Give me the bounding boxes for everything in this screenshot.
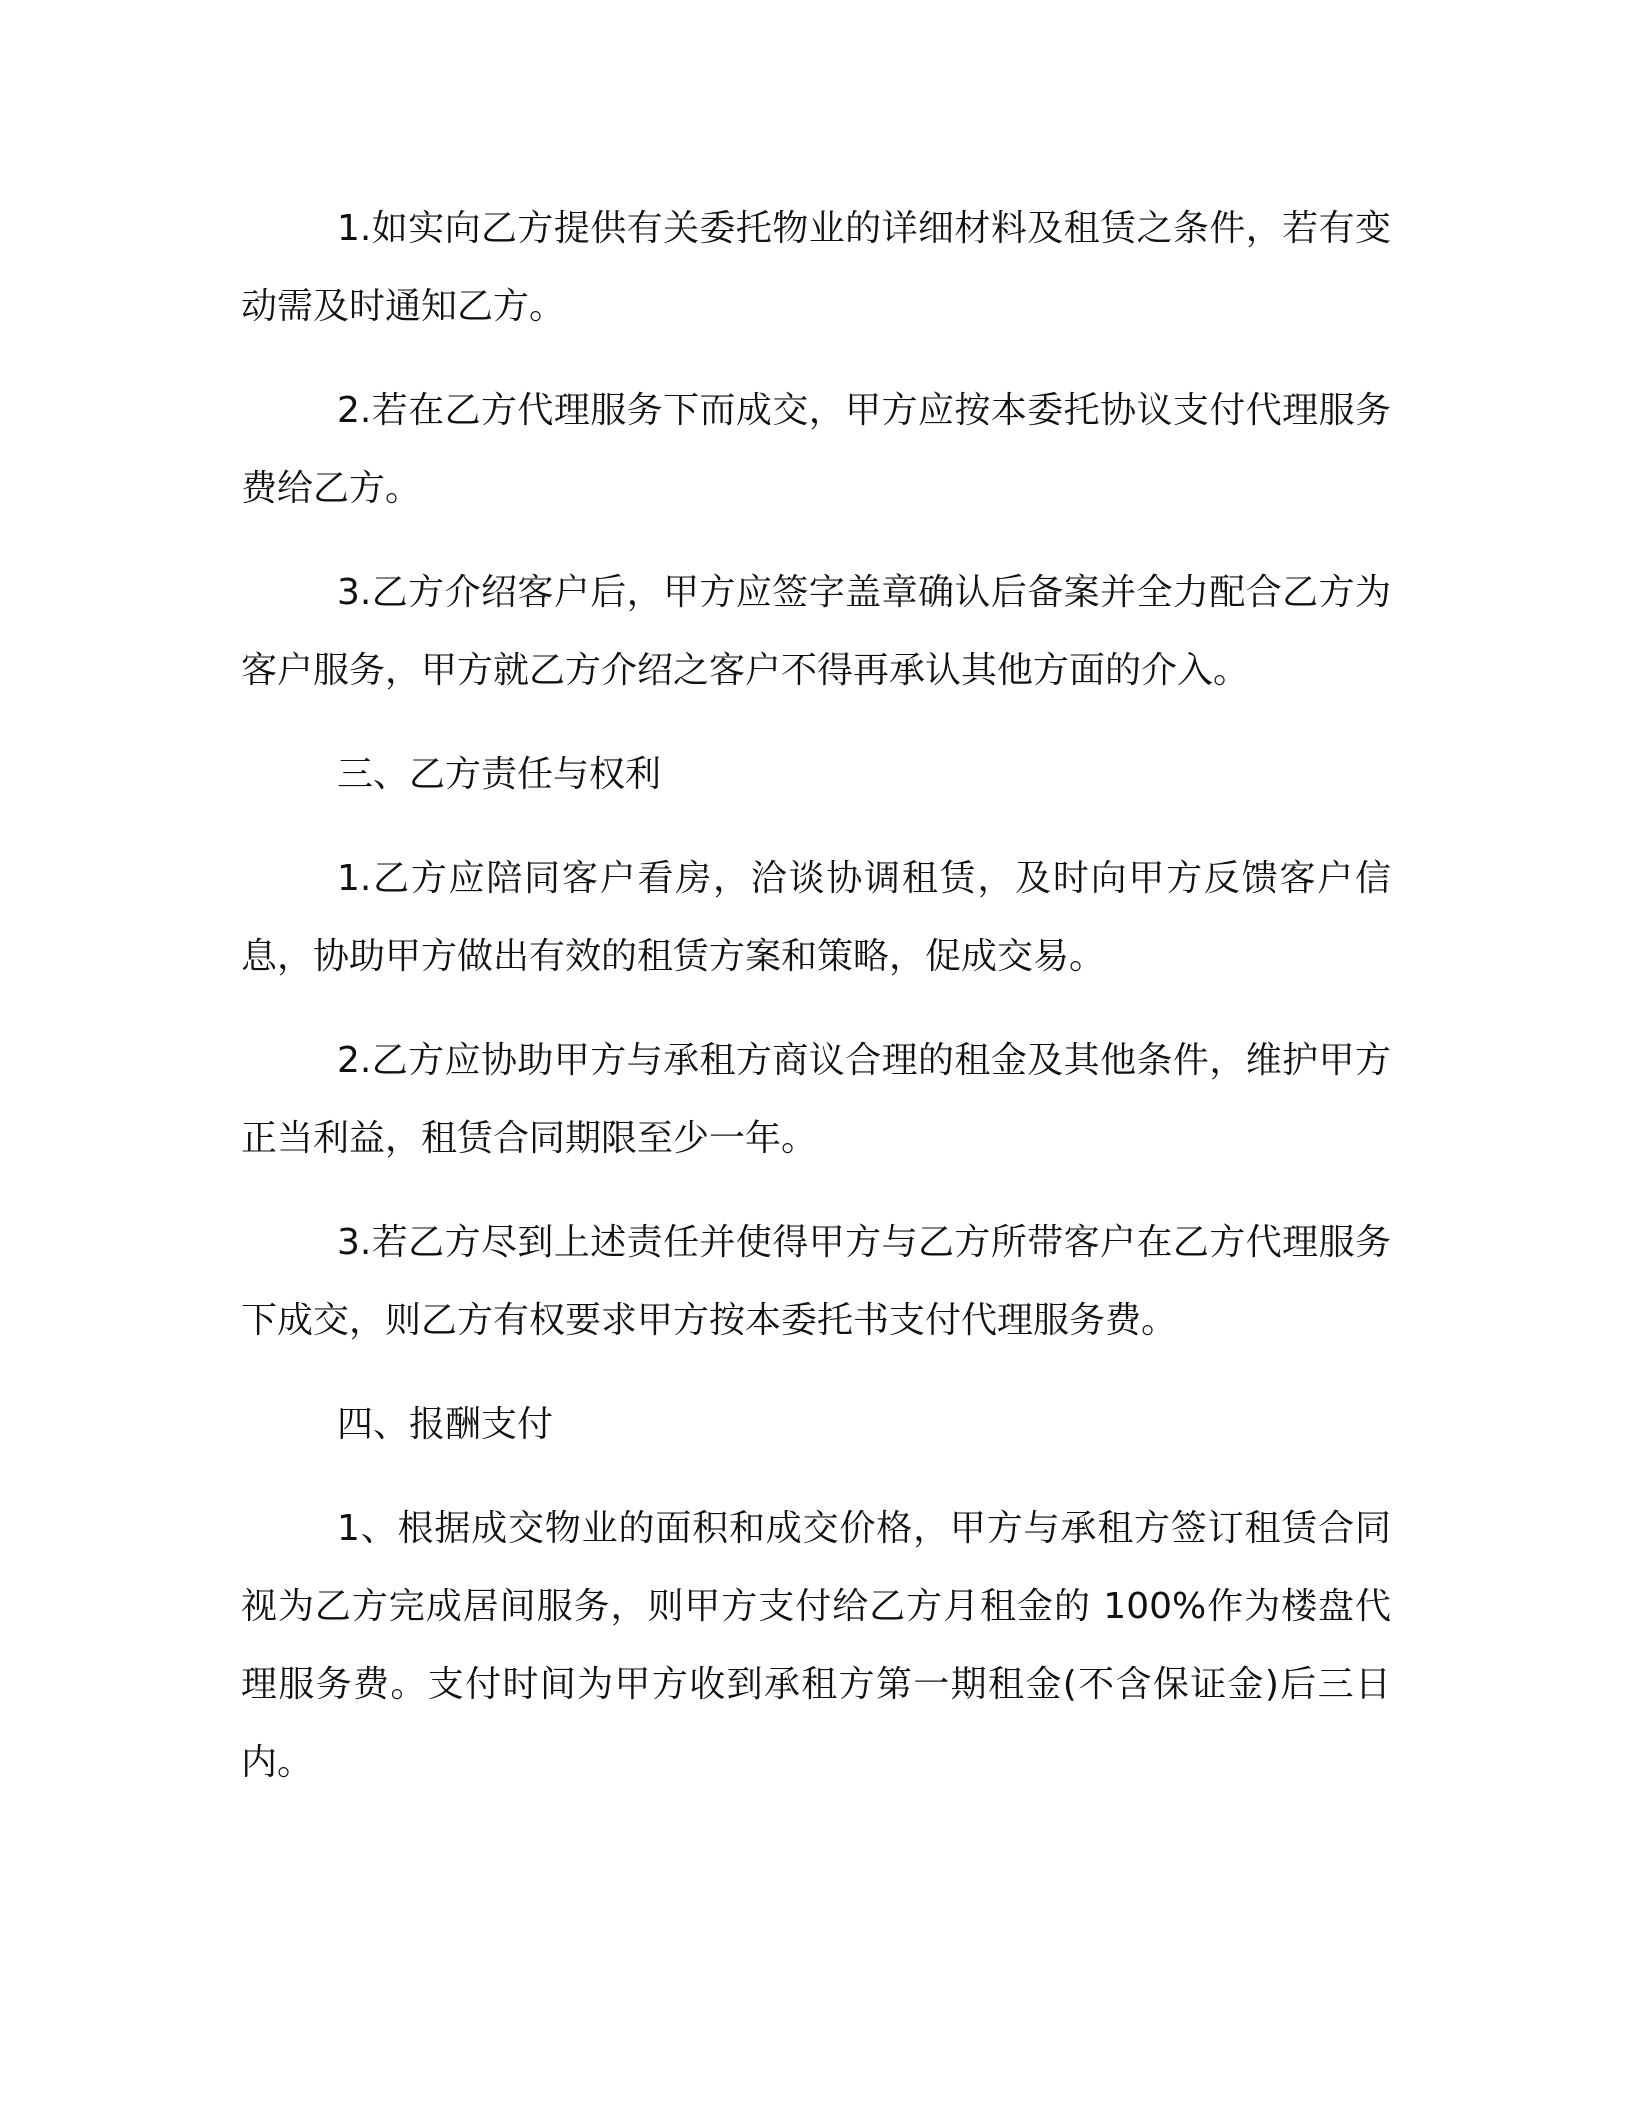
clause-4-1: 1、根据成交物业的面积和成交价格，甲方与承租方签订租赁合同视为乙方完成居间服务，则甲方支付给乙方月租金的 100%作为楼盘代理服务费。支付时间为甲方收到承租方第一期租金(不含保证金)后三日内。 bbox=[241, 1508, 1391, 1783]
document-body bbox=[241, 190, 1391, 1828]
section-heading-3: 三、乙方责任与权利 bbox=[337, 754, 662, 795]
section-heading-4: 四、报酬支付 bbox=[337, 1404, 554, 1445]
clause-3-3: 3.若乙方尽到上述责任并使得甲方与乙方所带客户在乙方代理服务下成交，则乙方有权要求甲方按本委托书支付代理服务费。 bbox=[241, 1222, 1391, 1341]
clause-a-2: 2.若在乙方代理服务下而成交，甲方应按本委托协议支付代理服务费给乙方。 bbox=[241, 390, 1391, 509]
clause-3-2: 2.乙方应协助甲方与承租方商议合理的租金及其他条件，维护甲方正当利益，租赁合同期限至少一年。 bbox=[241, 1040, 1391, 1159]
clause-a-3: 3.乙方介绍客户后，甲方应签字盖章确认后备案并全力配合乙方为客户服务，甲方就乙方介绍之客户不得再承认其他方面的介入。 bbox=[241, 572, 1391, 691]
clause-a-1: 1.如实向乙方提供有关委托物业的详细材料及租赁之条件，若有变动需及时通知乙方。 bbox=[241, 208, 1391, 327]
clause-3-1: 1.乙方应陪同客户看房，洽谈协调租赁，及时向甲方反馈客户信息，协助甲方做出有效的租赁方案和策略，促成交易。 bbox=[241, 858, 1391, 977]
